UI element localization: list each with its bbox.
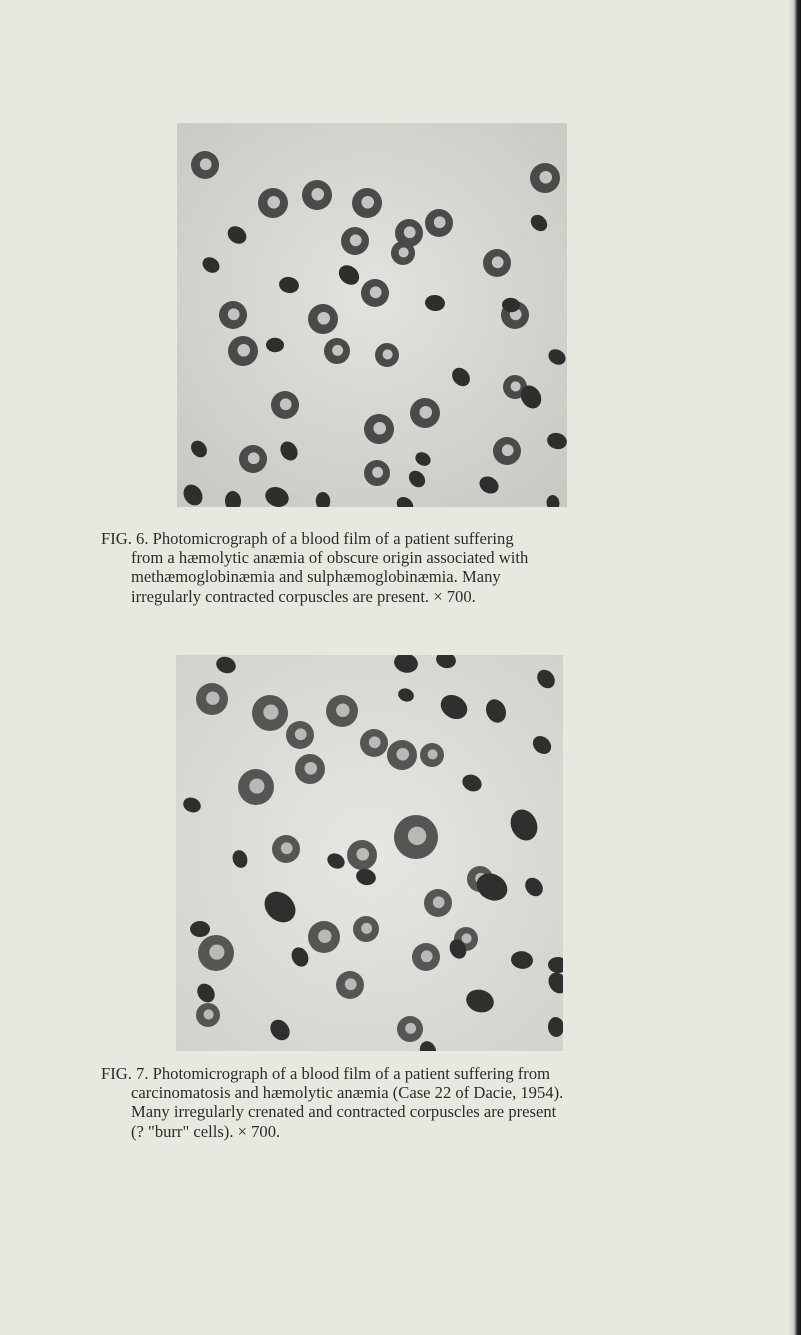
cell-pallor [332, 345, 343, 356]
fig6-caption-line-3: methæmoglobinæmia and sulphæmoglobinæmia. Many [131, 567, 501, 587]
cell-pallor [539, 171, 552, 184]
cell-pallor [248, 452, 260, 464]
cell-pallor [280, 398, 292, 410]
fig6-caption-line-1: FIG. 6. Photomicrograph of a blood film of a patient suffering [101, 529, 514, 548]
cell-pallor [345, 978, 357, 990]
cell-pallor [511, 381, 521, 391]
cell-pallor [356, 848, 369, 861]
cell-pallor [421, 950, 433, 962]
cell-pallor [433, 896, 445, 908]
cell-pallor [405, 1023, 416, 1034]
fig6-photomicrograph [177, 123, 567, 507]
cell-pallor [249, 779, 264, 794]
cell-pallor [263, 705, 278, 720]
fig6-caption-line-2: from a hæmolytic anæmia of obscure origin associated with [131, 548, 529, 568]
cell-pallor [404, 226, 416, 238]
cell-pallor [206, 691, 219, 704]
cell-pallor [502, 444, 514, 456]
cell-pallor [361, 196, 374, 209]
fig7-caption-line-2: carcinomatosis and hæmolytic anæmia (Case 22 of Dacie, 1954). [131, 1083, 564, 1103]
fig7-photomicrograph [176, 655, 563, 1051]
cell-pallor [428, 749, 438, 759]
cell-pallor [336, 703, 349, 716]
cell-pallor [462, 933, 472, 943]
cell-pallor [383, 349, 393, 359]
cell-pallor [318, 929, 331, 942]
fig7-caption-line-1: FIG. 7. Photomicrograph of a blood film of a patient suffering from [101, 1064, 551, 1083]
cell-pallor [204, 1009, 214, 1019]
cell-pallor [209, 945, 224, 960]
cell-pallor [237, 344, 250, 357]
cell-pallor [200, 158, 212, 170]
cell-pallor [369, 736, 381, 748]
cell-pallor [492, 256, 504, 268]
cell-pallor [434, 216, 446, 228]
cell-pallor [281, 842, 293, 854]
cell-pallor [361, 923, 372, 934]
cell-pallor [373, 422, 386, 435]
cell-pallor [350, 234, 362, 246]
cell-pallor [370, 286, 382, 298]
contracted-cell [190, 921, 210, 937]
fig7-caption-line-4: (? "burr" cells). × 700. [131, 1121, 281, 1141]
cell-pallor [304, 762, 317, 775]
fig6-caption [101, 529, 671, 606]
fig7-caption [101, 1064, 671, 1141]
cell-pallor [372, 467, 383, 478]
page-edge [789, 0, 801, 1335]
cell-pallor [228, 308, 240, 320]
cell-pallor [396, 748, 409, 761]
fig7-caption-line-3: Many irregularly crenated and contracted corpuscles are present [131, 1102, 557, 1122]
cell-pallor [399, 247, 409, 257]
cell-pallor [311, 188, 324, 201]
fig6-caption-line-4: irregularly contracted corpuscles are present. × 700. [131, 586, 476, 606]
cell-pallor [408, 827, 426, 845]
cell-pallor [419, 406, 432, 419]
cell-pallor [267, 196, 280, 209]
cell-pallor [295, 728, 307, 740]
cell-pallor [317, 312, 330, 325]
